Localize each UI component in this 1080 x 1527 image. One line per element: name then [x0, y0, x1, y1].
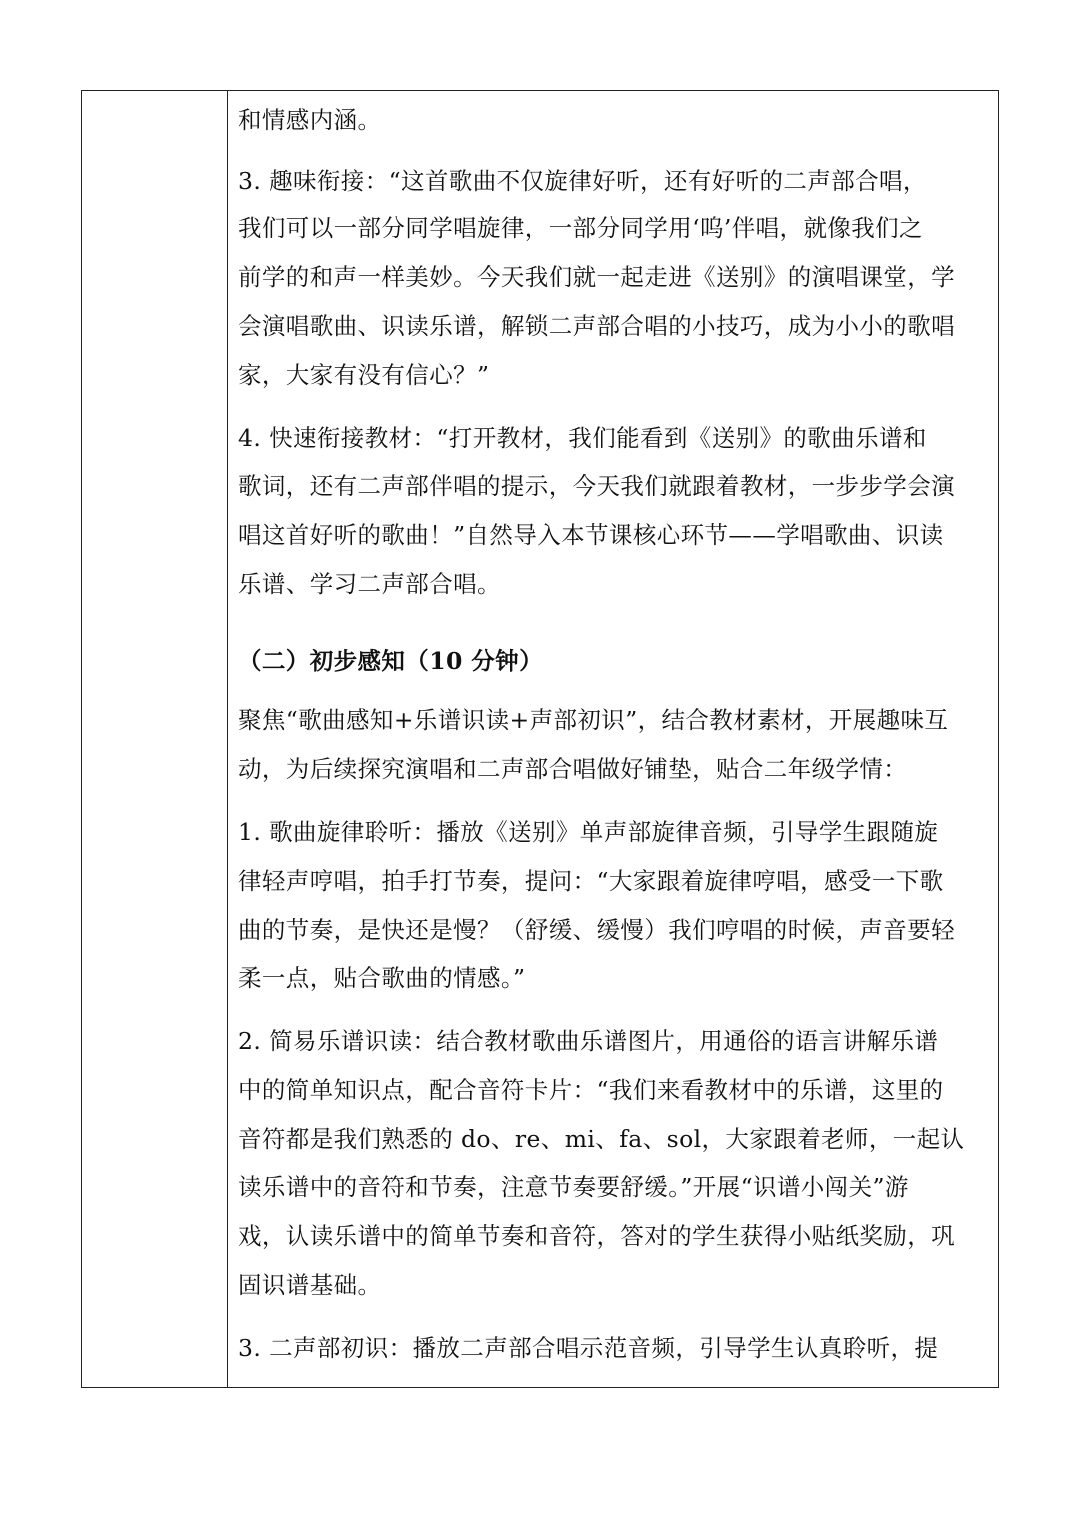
text-line: 2. 简易乐谱识读：结合教材歌曲乐谱图片，用通俗的语言讲解乐谱	[238, 1027, 939, 1055]
text-line: 和情感内涵。	[238, 106, 382, 134]
section-heading: （二）初步感知（10 分钟）	[238, 647, 543, 675]
text-line: 会演唱歌曲、识读乐谱，解锁二声部合唱的小技巧，成为小小的歌唱	[238, 312, 955, 340]
text-line: 动，为后续探究演唱和二声部合唱做好铺垫，贴合二年级学情：	[238, 755, 908, 783]
text-line: 读乐谱中的音符和节奏，注意节奏要舒缓。”开展“识谱小闯关”游	[238, 1173, 909, 1201]
text-line: 曲的节奏，是快还是慢？（舒缓、缓慢）我们哼唱的时候，声音要轻	[238, 916, 955, 944]
text-line: 3. 二声部初识：播放二声部合唱示范音频，引导学生认真聆听，提	[238, 1334, 939, 1362]
text-line: 律轻声哼唱，拍手打节奏，提问：“大家跟着旋律哼唱，感受一下歌	[238, 867, 944, 895]
text-line: 乐谱、学习二声部合唱。	[238, 570, 501, 598]
text-line: 前学的和声一样美妙。今天我们就一起走进《送别》的演唱课堂，学	[238, 263, 955, 291]
text-line: 唱这首好听的歌曲！”自然导入本节课核心环节——学唱歌曲、识读	[238, 521, 944, 549]
text-line: 固识谱基础。	[238, 1271, 382, 1299]
text-line: 聚焦“歌曲感知+乐谱识读+声部初识”，结合教材素材，开展趣味互	[238, 706, 949, 734]
lesson-plan-table	[81, 90, 999, 1388]
left-column-cell	[82, 91, 228, 1387]
text-line: 歌词，还有二声部伴唱的提示，今天我们就跟着教材，一步步学会演	[238, 472, 955, 500]
text-line: 1. 歌曲旋律聆听：播放《送别》单声部旋律音频，引导学生跟随旋	[238, 818, 939, 846]
text-line: 柔一点，贴合歌曲的情感。”	[238, 964, 526, 992]
text-line: 音符都是我们熟悉的 do、re、mi、fa、sol，大家跟着老师，一起认	[238, 1125, 965, 1153]
text-line: 家，大家有没有信心？”	[238, 361, 490, 389]
text-line: 4. 快速衔接教材：“打开教材，我们能看到《送别》的歌曲乐谱和	[238, 424, 927, 452]
text-line: 我们可以一部分同学唱旋律，一部分同学用‘呜’伴唱，就像我们之	[238, 214, 923, 242]
text-line: 戏，认读乐谱中的简单节奏和音符，答对的学生获得小贴纸奖励，巩	[238, 1222, 955, 1250]
content-cell	[228, 91, 998, 1387]
text-line: 中的简单知识点，配合音符卡片：“我们来看教材中的乐谱，这里的	[238, 1076, 944, 1104]
text-line: 3. 趣味衔接：“这首歌曲不仅旋律好听，还有好听的二声部合唱，	[238, 167, 927, 195]
